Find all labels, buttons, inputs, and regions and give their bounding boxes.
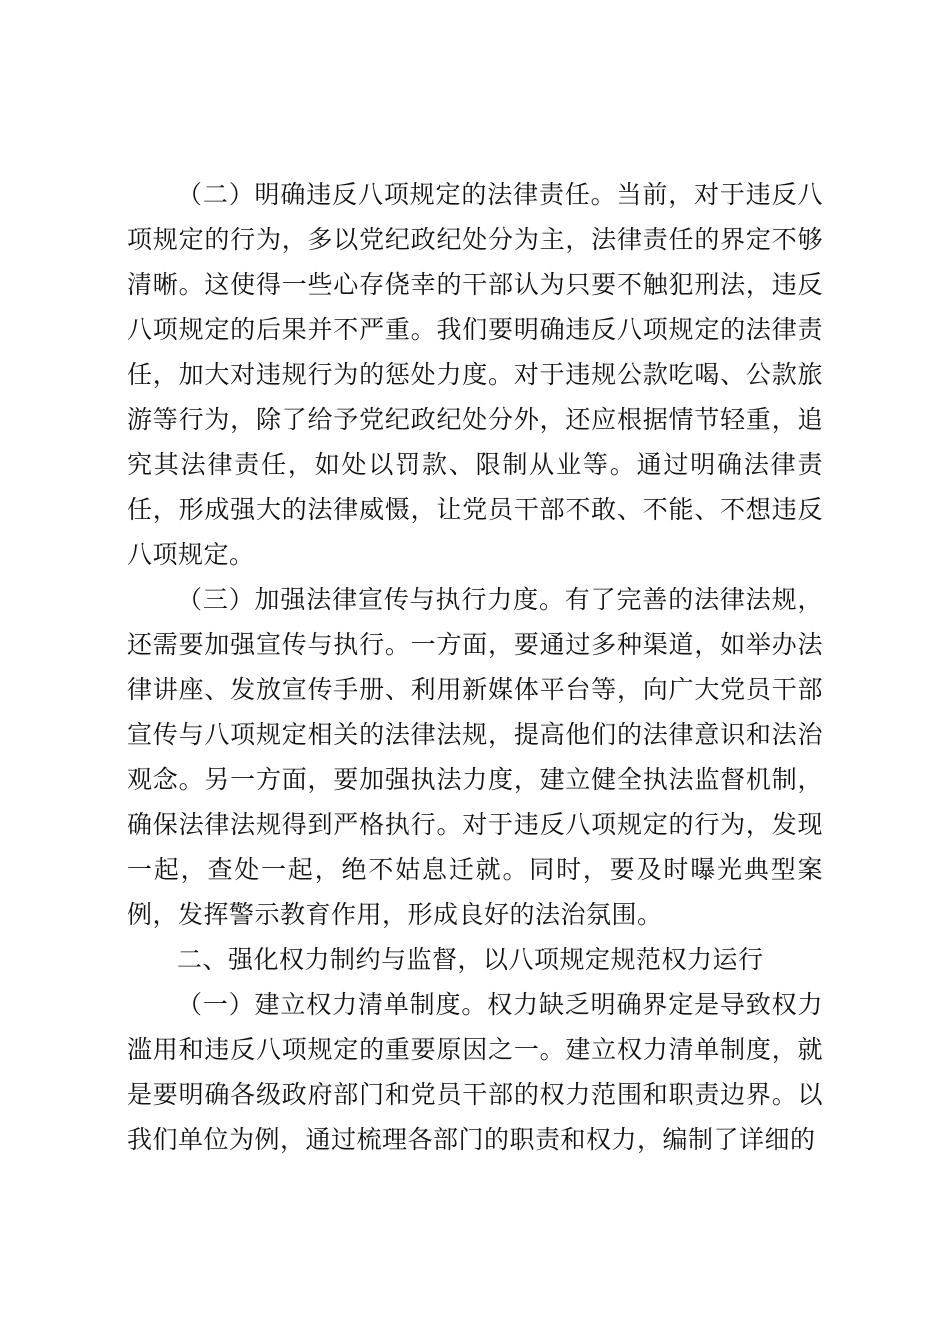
document-body [127, 172, 823, 1162]
paragraph-legal-publicity: （三）加强法律宣传与执行力度。有了完善的法律法规，还需要加强宣传与执行。一方面，要通过多种渠道，如举办法律讲座、发放宣传手册、利用新媒体平台等，向广大党员干部宣传与八项规定相关的法律法规，提高他们的法律意识和法治观念。另一方面，要加强执法力度，建立健全执法监督机制，确保法律法规得到严格执行。对于违反八项规定的行为，发现一起，查处一起，绝不姑息迁就。同时，要及时曝光典型案例，发挥警示教育作用，形成良好的法治氛围。 [127, 585, 823, 929]
paragraph-power-list: （一）建立权力清单制度。权力缺乏明确界定是导致权力滥用和违反八项规定的重要原因之一。建立权力清单制度，就是要明确各级政府部门和党员干部的权力范围和职责边界。以我们单位为例，通过梳理各部门的职责和权力，编制了详细的 [127, 990, 823, 1154]
section-heading-power-supervision: 二、强化权力制约与监督，以八项规定规范权力运行 [177, 945, 764, 974]
paragraph-legal-responsibility: （二）明确违反八项规定的法律责任。当前，对于违反八项规定的行为，多以党纪政纪处分为主，法律责任的界定不够清晰。这使得一些心存侥幸的干部认为只要不触犯刑法，违反八项规定的后果并不严重。我们要明确违反八项规定的法律责任，加大对违规行为的惩处力度。对于违规公款吃喝、公款旅游等行为，除了给予党纪政纪处分外，还应根据情节轻重，追究其法律责任，如处以罚款、限制从业等。通过明确法律责任，形成强大的法律威慑，让党员干部不敢、不能、不想违反八项规定。 [127, 180, 823, 569]
